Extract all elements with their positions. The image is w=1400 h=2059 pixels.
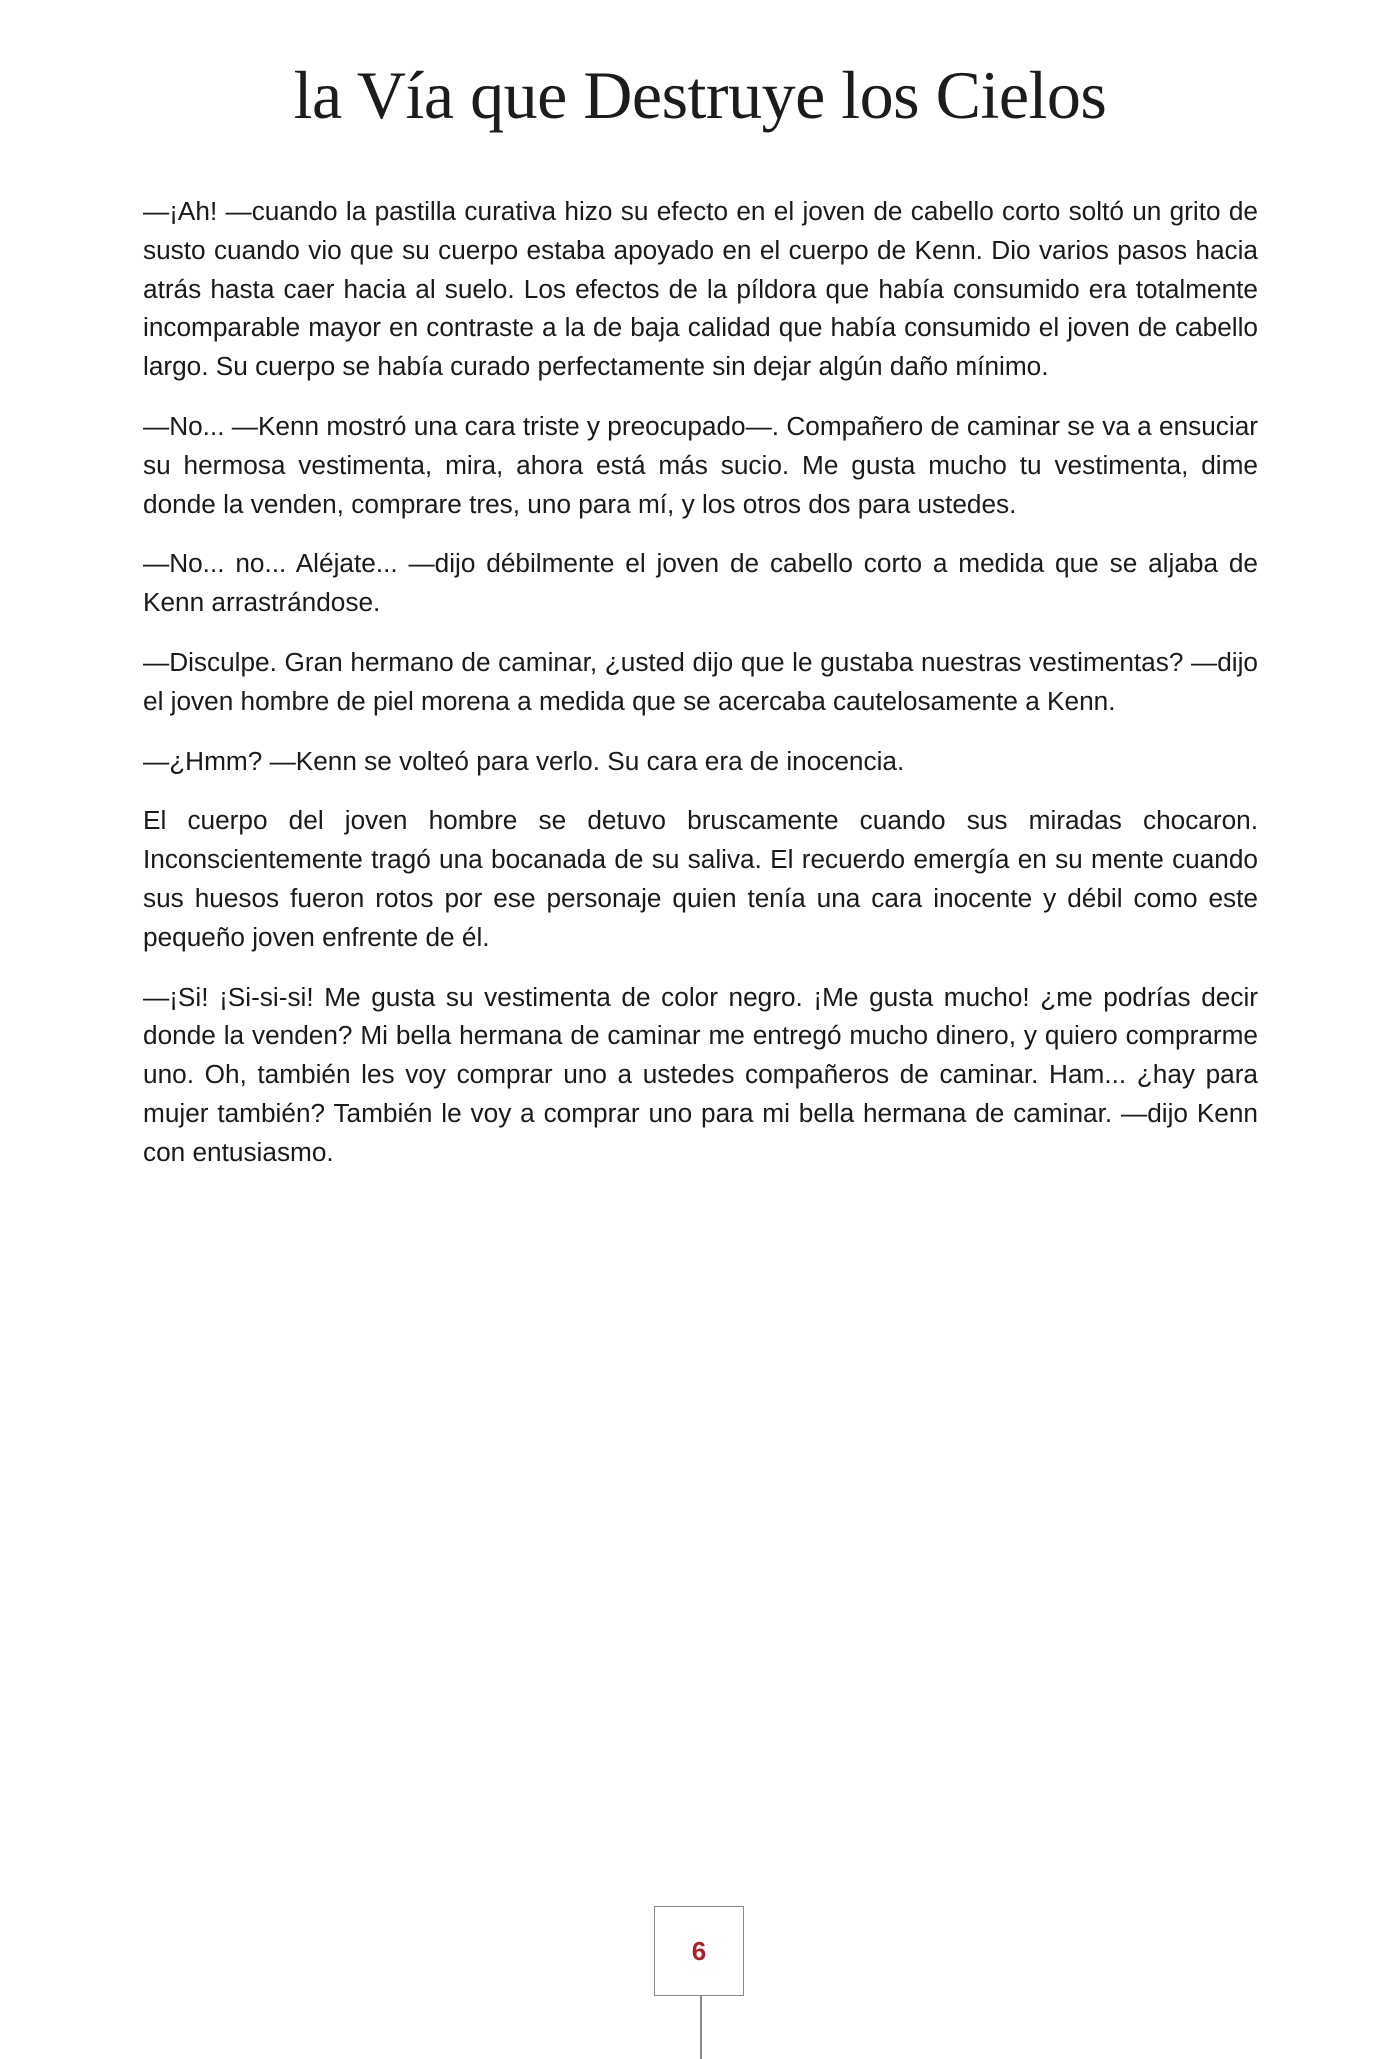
page-number-stem-divider <box>700 1996 702 2059</box>
paragraph: —No... —Kenn mostró una cara triste y preocupado—. Compañero de caminar se va a ensuciar su hermosa vestimenta, mira, ahora está más sucio. Me gusta mucho tu vestimenta, dime donde la venden, comprare tres, uno para mí, y los otros dos para ustedes. <box>143 410 1258 519</box>
paragraph: El cuerpo del joven hombre se detuvo bruscamente cuando sus miradas chocaron. Inconscientemente tragó una bocanada de su saliva. El recuerdo emergía en su mente cuando sus huesos fueron rotos por ese personaje quien tenía una cara inocente y débil como este pequeño joven enfrente de él. <box>143 805 1258 952</box>
page-number: 6 <box>691 1935 707 1966</box>
book-title: la Vía que Destruye los Cielos <box>293 57 1107 133</box>
page-number-box <box>654 1906 744 1996</box>
paragraph: —No... no... Aléjate... —dijo débilmente el joven de cabello corto a medida que se aljaba de Kenn arrastrándose. <box>143 548 1258 618</box>
paragraph: —Disculpe. Gran hermano de caminar, ¿usted dijo que le gustaba nuestras vestimentas? —dijo el joven hombre de piel morena a medida que se acercaba cautelosamente a Kenn. <box>143 646 1258 716</box>
paragraph: —¡Ah! —cuando la pastilla curativa hizo su efecto en el joven de cabello corto soltó un grito de susto cuando vio que su cuerpo estaba apoyado en el cuerpo de Kenn. Dio varios pasos hacia atrás hasta caer hacia al suelo. Los efectos de la píldora que había consumido era totalmente incomparable mayor en contraste a la de baja calidad que había consumido el joven de cabello largo. Su cuerpo se había curado perfectamente sin dejar algún daño mínimo. <box>143 196 1258 382</box>
paragraph: —¿Hmm? —Kenn se volteó para verlo. Su cara era de inocencia. <box>143 745 905 776</box>
paragraph: —¡Si! ¡Si-si-si! Me gusta su vestimenta de color negro. ¡Me gusta mucho! ¿me podrías decir donde la venden? Mi bella hermana de caminar me entregó mucho dinero, y quiero comprarme uno. Oh, también les voy comprar uno a ustedes compañeros de caminar. Ham... ¿hay para mujer también? También le voy a comprar uno para mi bella hermana de caminar. —dijo Kenn con entusiasmo. <box>143 981 1258 1167</box>
body-text <box>143 192 1258 1193</box>
